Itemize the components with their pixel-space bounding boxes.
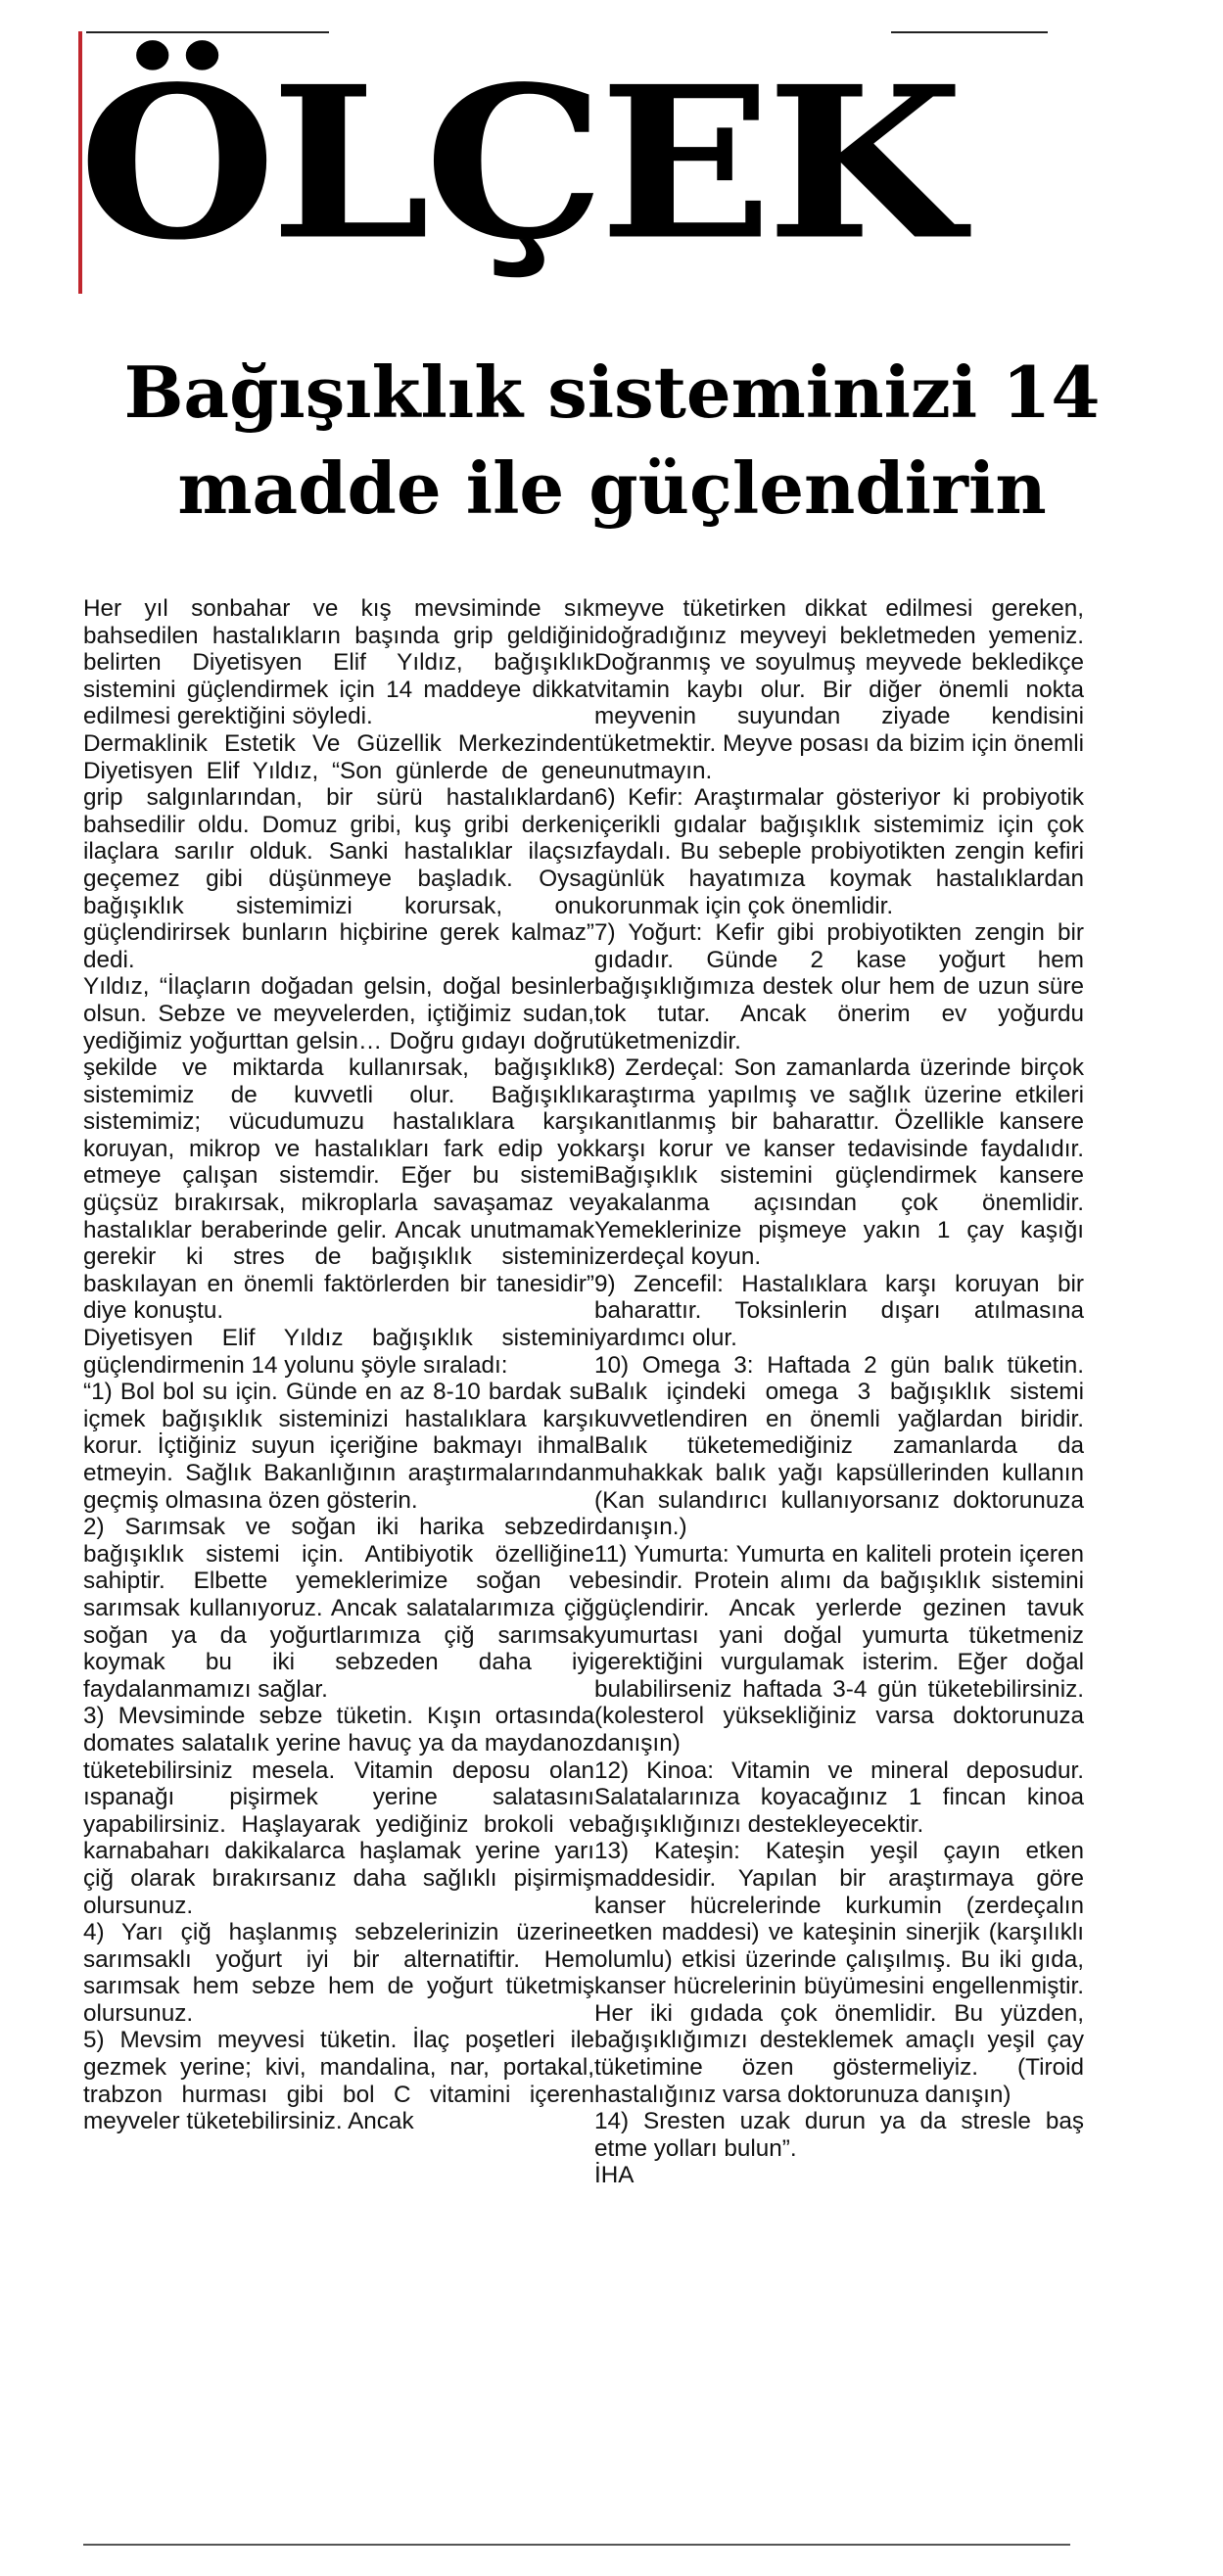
list-item: 12) Kinoa: Vitamin ve mineral deposudur. Salatalarınıza koyacağınız 1 fincan kinoa bağışıklığınızı destekleyecektir. — [594, 1756, 1084, 1838]
article-column-right — [594, 595, 1084, 2189]
newspaper-masthead: ÖLÇEK — [78, 39, 959, 287]
list-item: “1) Bol bol su için. Günde en az 8-10 bardak su içmek bağışıklık sisteminizi hastalıklara karşı korur. İçtiğiniz suyun içeriğine bakmayı ihmal etmeyin. Sağlık Bakanlığının araştırmalarından geçmiş olmasına özen gösterin. — [83, 1379, 594, 1514]
list-item: 2) Sarımsak ve soğan iki harika sebzedir bağışıklık sistemi için. Antibiyotik özelliğine sahiptir. Elbette yemeklerimize soğan ve sarımsak kullanıyoruz. Ancak salatalarımıza çiğ soğan ya da yoğurtlarımıza çiğ sarımsak koymak bu iki sebzeden daha iyi faydalanmamızı sağlar. — [83, 1514, 594, 1703]
top-rule-left — [86, 31, 329, 33]
list-item: 11) Yumurta: Yumurta en kaliteli protein içeren besindir. Protein alımı da bağışıklık sistemini güçlendirir. Ancak yerlerde gezinen tavuk yumurtası yani doğal yumurta tüketmeniz gerektiğini vurgulamak isterim. Eğer doğal bulabilirseniz haftada 3-4 gün tüketebilirsiniz. (kolesterol yüksekliğiniz varsa doktorunuza danışın) — [594, 1540, 1084, 1756]
list-item: 7) Yoğurt: Kefir gibi probiyotikten zengin bir gıdadır. Günde 2 kase yoğurt hem bağışıklığımıza destek olur hem de uzun süre tok tutar. Ancak önerim ev yoğurdu tüketmenizdir. — [594, 919, 1084, 1054]
list-item: 9) Zencefil: Hastalıklara karşı koruyan bir baharattır. Toksinlerin dışarı atılmasına yardımcı olur. — [594, 1270, 1084, 1352]
top-rule-right — [891, 31, 1048, 33]
list-item: 13) Kateşin: Kateşin yeşil çayın etken maddesidir. Yapılan bir araştırmaya göre kanser hücrelerinde kurkumin (zerdeçalın etken maddesi) ve kateşinin sinerjik (karşılıklı olumlu) etkisi üzerinde çalışılmış. Bu iki gıda, kanser hücrelerinin büyümesini engellenmiştir. Her iki gıdada çok önemlidir. Bu yüzden, bağışıklığımızı desteklemek amaçlı yeşil çay tüketimine özen göstermeliyiz. (Tiroid hastalığınız varsa doktorunuza danışın) — [594, 1838, 1084, 2108]
list-item: 5) Mevsim meyvesi tüketin. İlaç poşetleri ile gezmek yerine; kivi, mandalina, nar, portakal, trabzon hurması gibi bol C vitamini içeren meyveler tüketebilirsiniz. Ancak — [83, 2027, 594, 2135]
article-column-left — [83, 595, 594, 2135]
paragraph: Diyetisyen Elif Yıldız bağışıklık sistemini güçlendirmenin 14 yolunu şöyle sıraladı: — [83, 1325, 594, 1379]
article-headline — [59, 345, 1165, 537]
list-item: 14) Sresten uzak durun ya da stresle baş etme yolları bulun”. — [594, 2108, 1084, 2162]
list-item: 3) Mevsiminde sebze tüketin. Kışın ortasında domates salatalık yerine havuç ya da maydanoz tüketebilirsiniz mesela. Vitamin deposu olan ıspanağı pişirmek yerine salatasını yapabilirsiniz. Haşlayarak yediğiniz brokoli ve karnabaharı dakikalarca haşlamak yerine yarı çiğ olarak bırakırsanız daha sağlıklı pişirmiş olursunuz. — [83, 1703, 594, 1919]
paragraph: Her yıl sonbahar ve kış mevsiminde sık bahsedilen hastalıkların başında grip geldiğini belirten Diyetisyen Elif Yıldız, bağışıklık sistemini güçlendirmek için 14 maddeye dikkat edilmesi gerektiğini söyledi. — [83, 595, 594, 730]
list-item: 8) Zerdeçal: Son zamanlarda üzerinde birçok araştırma yapılmış ve sağlık üzerine etkileri kanıtlanmış bir baharattır. Özellikle kansere karşı korur ve kanser tedavisinde faydalıdır. Bağışıklık sistemini güçlendirmek kansere yakalanma açısından çok önemlidir. Yemeklerinize pişmeye yakın 1 çay kaşığı zerdeçal koyun. — [594, 1054, 1084, 1271]
list-item: 6) Kefir: Araştırmalar gösteriyor ki probiyotik içerikli gıdalar bağışıklık sistemimiz için çok faydalı. Bu sebeple probiyotikten zengin kefiri günlük hayatımıza koymak hastalıklardan korunmak için çok önemlidir. — [594, 784, 1084, 919]
headline-line-2: madde ile güçlendirin — [177, 446, 1047, 530]
bottom-rule — [83, 2544, 1070, 2546]
headline-line-1: Bağışıklık sisteminizi 14 — [123, 351, 1101, 434]
paragraph: meyve tüketirken dikkat edilmesi gereken, doğradığınız meyveyi bekletmeden yemeniz. Doğranmış ve soyulmuş meyvede bekledikçe vitamin kaybı olur. Bir diğer önemli nokta meyvenin suyundan ziyade kendisini tüketmektir. Meyve posası da bizim için önemli unutmayın. — [594, 595, 1084, 784]
paragraph: Dermaklinik Estetik Ve Güzellik Merkezinden Diyetisyen Elif Yıldız, “Son günlerde de gene grip salgınlarından, bir sürü hastalıklardan bahsedilir oldu. Domuz gribi, kuş gribi derken ilaçlara sarılır olduk. Sanki hastalıklar ilaçsız geçemez gibi düşünmeye başladık. Oysa bağışıklık sistemimizi korursak, onu güçlendirirsek bunların hiçbirine gerek kalmaz” dedi. — [83, 729, 594, 973]
list-item: 10) Omega 3: Haftada 2 gün balık tüketin. Balık içindeki omega 3 bağışıklık sistemi kuvvetlendiren en önemli yağlardan biridir. Balık tüketemediğiniz zamanlarda da muhakkak balık yağı kapsüllerinden kullanın (Kan sulandırıcı kullanıyorsanız doktorunuza danışın.) — [594, 1351, 1084, 1541]
source-credit: İHA — [594, 2162, 635, 2189]
list-item: 4) Yarı çiğ haşlanmış sebzelerinizin üzerine sarımsaklı yoğurt iyi bir alternatiftir. Hem sarımsak hem sebze hem de yoğurt tüketmiş olursunuz. — [83, 1919, 594, 2027]
paragraph: Yıldız, “İlaçların doğadan gelsin, doğal besinler olsun. Sebze ve meyvelerden, içtiğimiz sudan, yediğimiz yoğurttan gelsin… Doğru gıdayı doğru şekilde ve miktarda kullanırsak, bağışıklık sistemimiz de kuvvetli olur. Bağışıklık sistemimiz; vücudumuzu hastalıklara karşı koruyan, mikrop ve hastalıkları fark edip yok etmeye çalışan sistemdir. Eğer bu sistemi güçsüz bırakırsak, mikroplarla savaşamaz ve hastalıklar beraberinde gelir. Ancak unutmamak gerekir ki stres de bağışıklık sistemini baskılayan en önemli faktörlerden bir tanesidir” diye konuştu. — [83, 973, 594, 1325]
